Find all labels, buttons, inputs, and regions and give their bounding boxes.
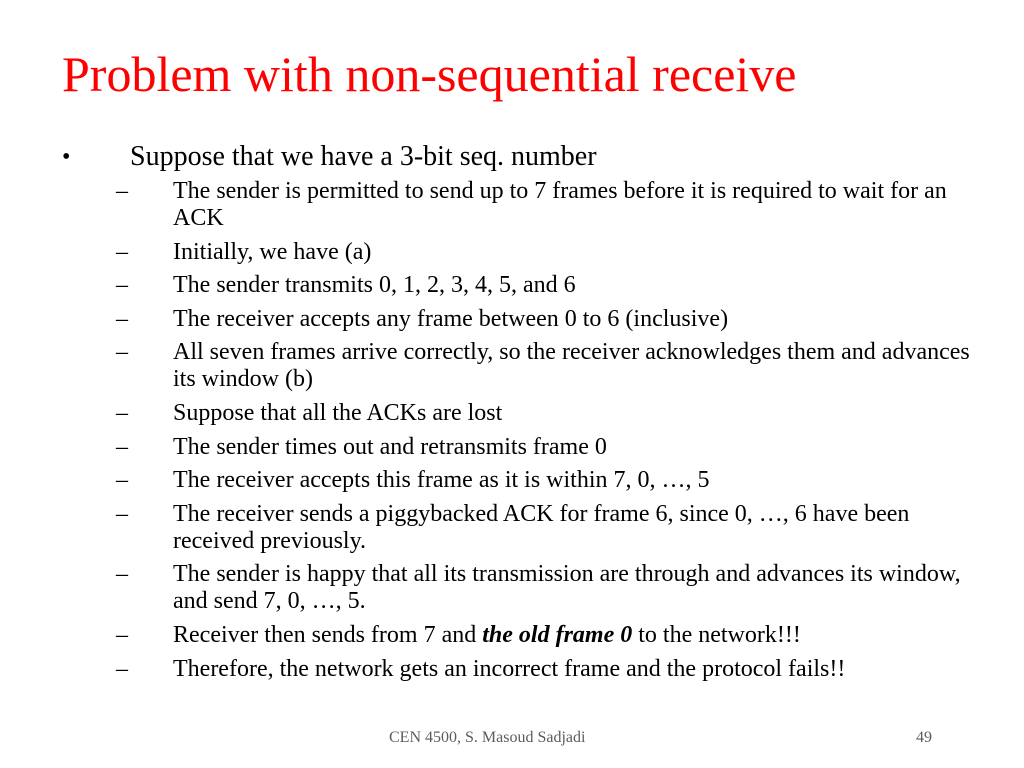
sub-bullet-item bbox=[0, 178, 1024, 232]
sub-bullet-item bbox=[0, 434, 1024, 461]
footer-course-author: CEN 4500, S. Masoud Sadjadi bbox=[389, 729, 586, 746]
dash-marker: – bbox=[116, 178, 128, 204]
dash-marker: – bbox=[116, 238, 128, 265]
sub-bullet-list bbox=[0, 178, 1024, 683]
sub-bullet-text: The receiver sends a piggybacked ACK for frame 6, since 0, …, 6 have been received previously. bbox=[173, 500, 910, 554]
dash-marker: – bbox=[116, 655, 128, 682]
dash-marker: – bbox=[116, 272, 128, 299]
sub-bullet-item bbox=[0, 467, 1024, 494]
sub-bullet-text-rich bbox=[173, 622, 973, 649]
sub-bullet-text: The receiver accepts any frame between 0 to 6 (inclusive) bbox=[173, 305, 729, 332]
dash-marker: – bbox=[116, 433, 128, 460]
emphasis-old-frame: the old frame 0 bbox=[482, 621, 633, 648]
sub-bullet-text: Suppose that all the ACKs are lost bbox=[173, 399, 503, 426]
dash-marker: – bbox=[116, 467, 128, 494]
sub-bullet-item bbox=[0, 656, 1024, 683]
sub-bullet-text: Therefore, the network gets an incorrect frame and the protocol fails!! bbox=[173, 655, 846, 682]
slide-title: Problem with non-sequential receive bbox=[62, 46, 797, 102]
bullet-item bbox=[0, 136, 1024, 178]
sub-bullet-text: Initially, we have (a) bbox=[173, 238, 372, 265]
footer-page-number: 49 bbox=[916, 729, 932, 746]
bullet-text: Suppose that we have a 3-bit seq. number bbox=[130, 141, 597, 172]
sub-bullet-item bbox=[0, 501, 1024, 555]
sub-bullet-item bbox=[0, 272, 1024, 299]
sub-bullet-text: The sender transmits 0, 1, 2, 3, 4, 5, and 6 bbox=[173, 272, 576, 299]
sub-bullet-text: The sender is permitted to send up to 7 frames before it is required to wait for an ACK bbox=[173, 178, 947, 231]
text-after-emphasis: to the network!!! bbox=[632, 621, 801, 648]
sub-bullet-text: The sender times out and retransmits frame 0 bbox=[173, 433, 607, 460]
sub-bullet-item bbox=[0, 239, 1024, 266]
dash-marker: – bbox=[116, 500, 128, 527]
dash-marker: – bbox=[116, 621, 128, 648]
dash-marker: – bbox=[116, 399, 128, 426]
sub-bullet-item bbox=[0, 400, 1024, 427]
dash-marker: – bbox=[116, 561, 128, 588]
sub-bullet-text: The receiver accepts this frame as it is within 7, 0, …, 5 bbox=[173, 467, 710, 494]
sub-bullet-item bbox=[0, 339, 1024, 393]
sub-bullet-item bbox=[0, 622, 1024, 649]
sub-bullet-item bbox=[0, 561, 1024, 615]
text-before-emphasis: Receiver then sends from 7 and bbox=[173, 621, 483, 648]
dash-marker: – bbox=[116, 305, 128, 332]
bullet-marker: • bbox=[62, 144, 71, 170]
sub-bullet-text: The sender is happy that all its transmission are through and advances its window, and send 7, 0, …, 5. bbox=[173, 561, 961, 615]
sub-bullet-item bbox=[0, 306, 1024, 333]
dash-marker: – bbox=[116, 339, 128, 366]
slide-body bbox=[0, 136, 1024, 689]
sub-bullet-text: All seven frames arrive correctly, so the receiver acknowledges them and advances its window (b) bbox=[173, 339, 970, 393]
